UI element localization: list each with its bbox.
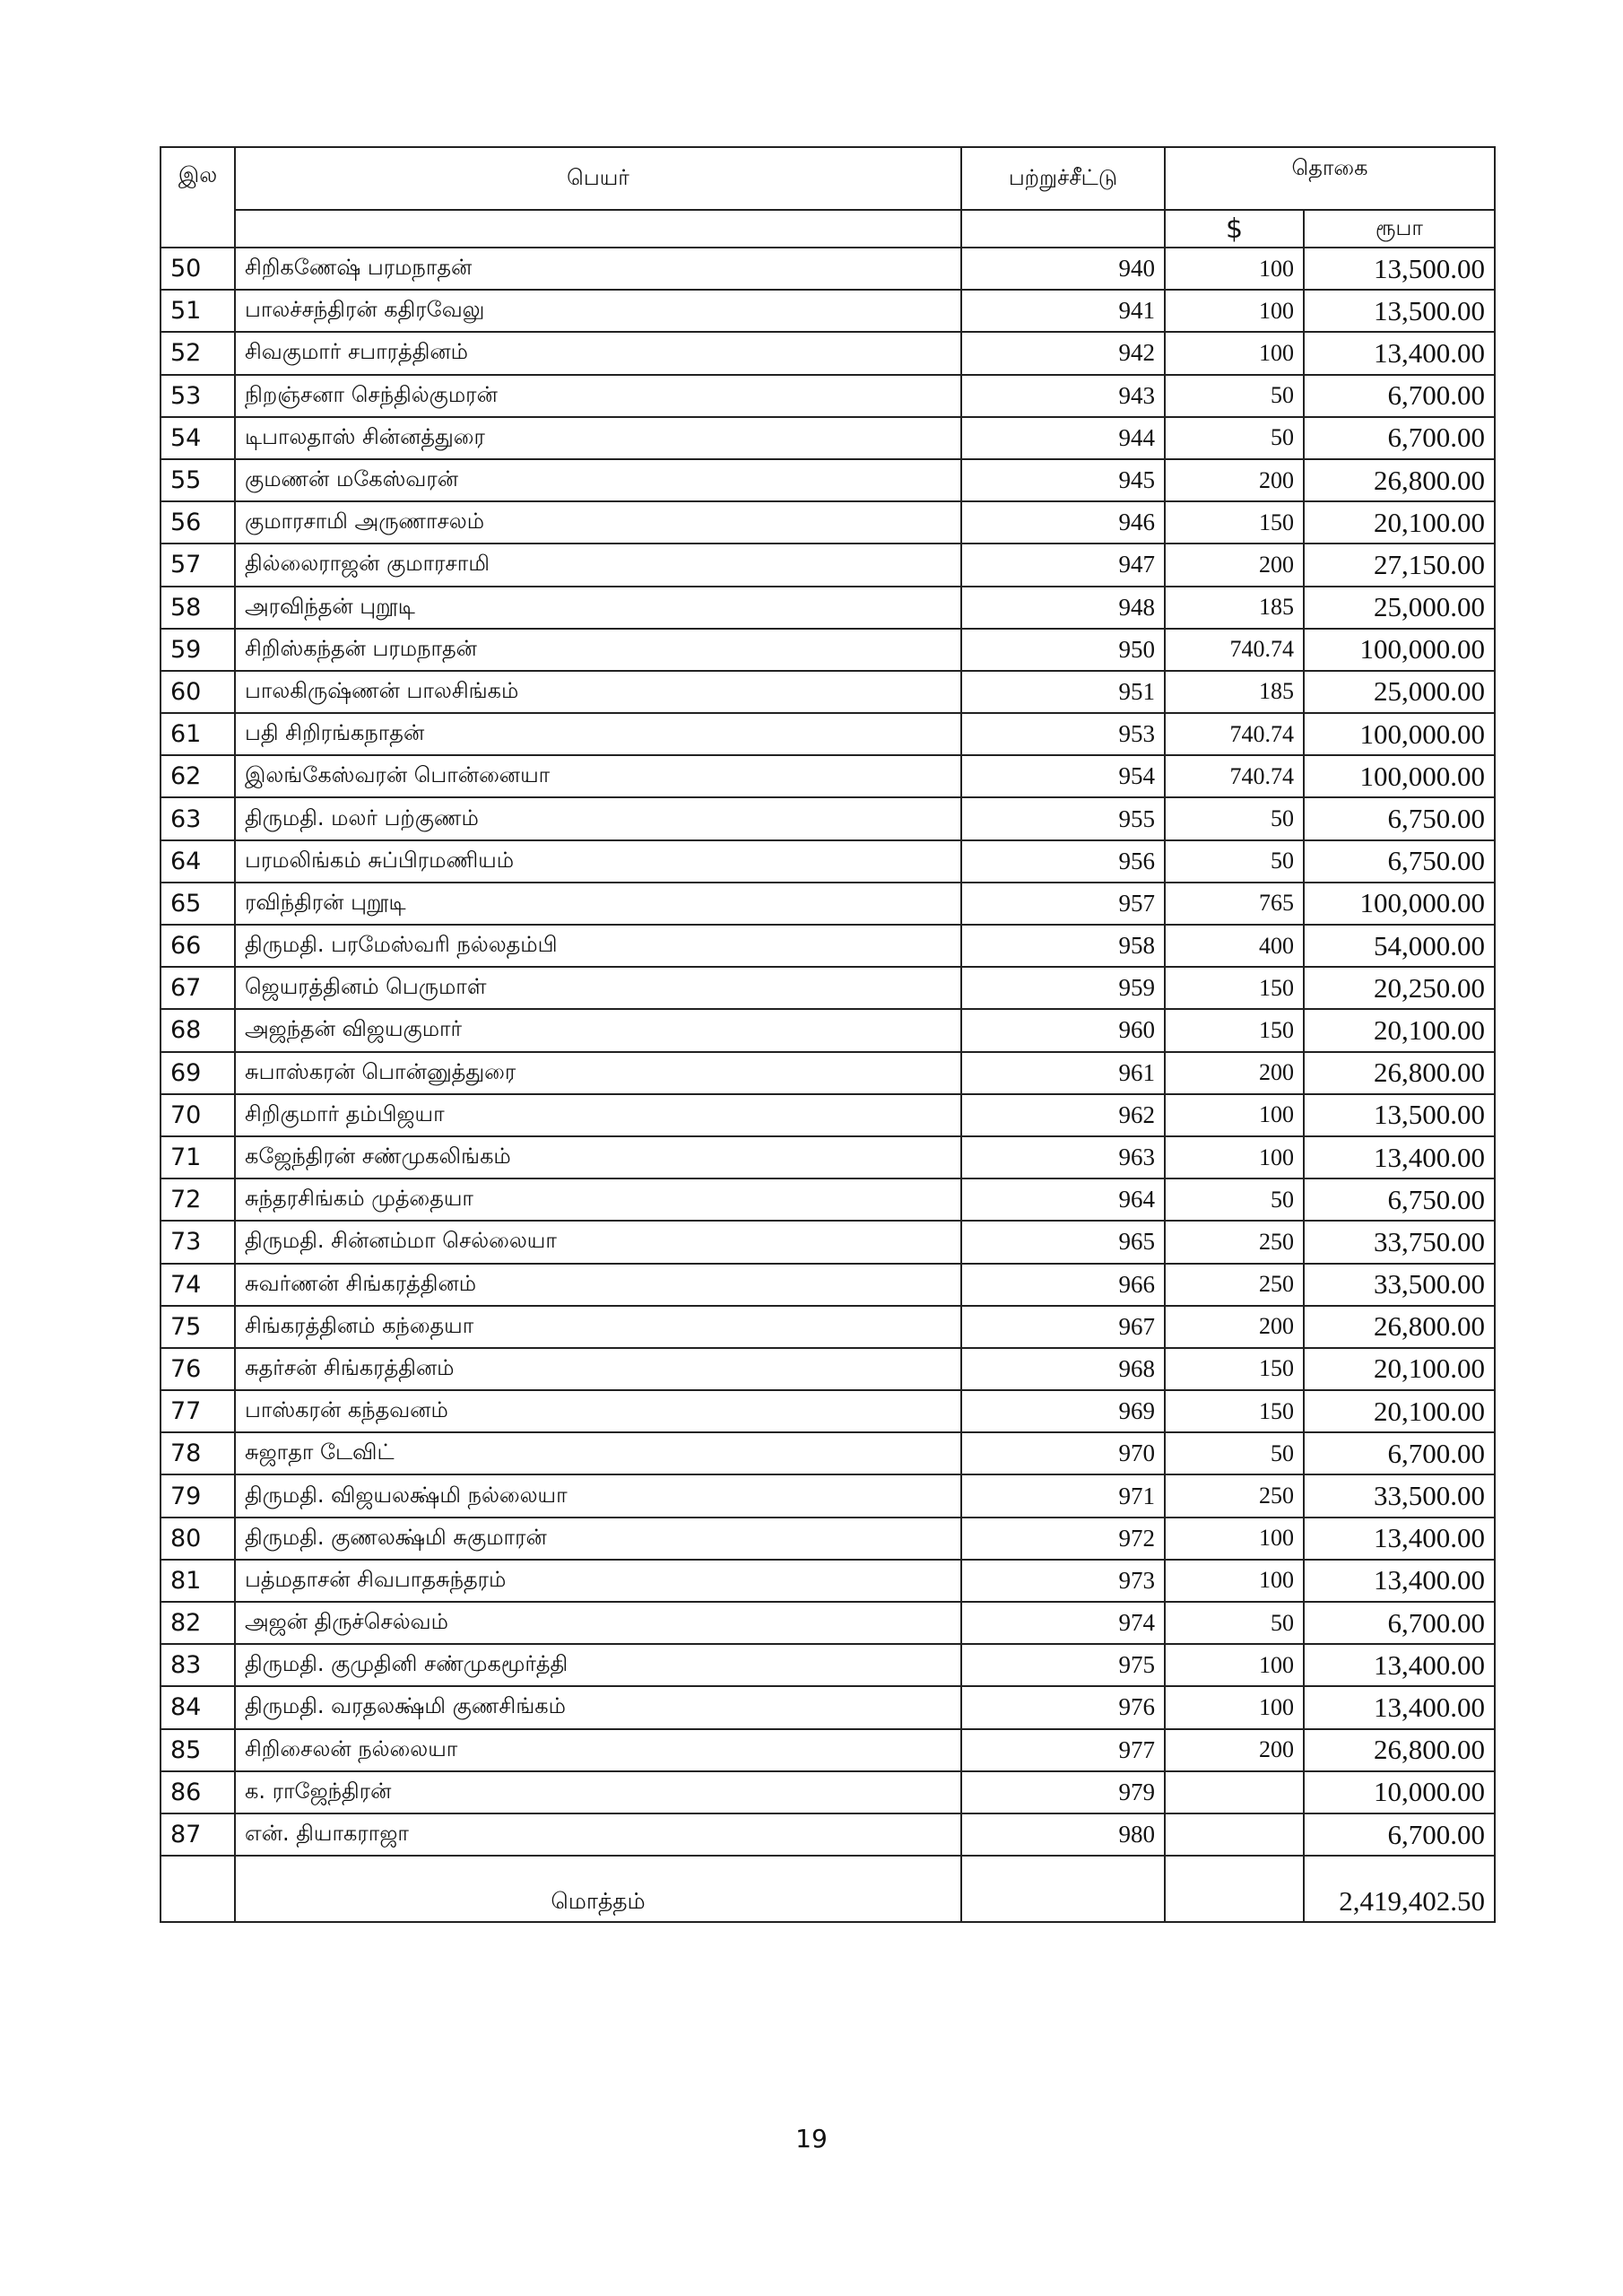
row-number: 68 [161,1009,235,1051]
row-number: 57 [161,544,235,586]
row-number: 60 [161,671,235,713]
payer-name: குமாரசாமி அருணாசலம் [235,501,961,544]
amount-usd: 150 [1165,501,1304,544]
amount-rupees: 6,750.00 [1304,840,1495,883]
amount-usd: 100 [1165,1518,1304,1560]
payments-table [160,146,1496,1923]
amount-rupees: 20,100.00 [1304,1390,1495,1432]
payer-name: சிவகுமார் சபாரத்தினம் [235,332,961,374]
amount-rupees: 25,000.00 [1304,587,1495,629]
payer-name: ஜெயரத்தினம் பெருமாள் [235,967,961,1009]
row-number: 65 [161,883,235,925]
payer-name: ரவிந்திரன் புறூடி [235,883,961,925]
payer-name: குமணன் மகேஸ்வரன் [235,459,961,501]
amount-rupees: 13,400.00 [1304,1518,1495,1560]
amount-usd: 740.74 [1165,755,1304,797]
table-row [161,1178,1495,1221]
table-row [161,1474,1495,1517]
table-row [161,1221,1495,1263]
row-number: 56 [161,501,235,544]
payer-name: சுஜாதா டேவிட் [235,1432,961,1474]
amount-rupees: 20,100.00 [1304,501,1495,544]
header-rupees: ரூபா [1304,210,1495,248]
amount-usd: 250 [1165,1264,1304,1306]
receipt-number: 946 [961,501,1165,544]
table-row [161,1094,1495,1136]
receipt-number: 970 [961,1432,1165,1474]
amount-usd: 100 [1165,290,1304,332]
table-row [161,1052,1495,1094]
table-row [161,1560,1495,1602]
row-number: 70 [161,1094,235,1136]
receipt-number: 969 [961,1390,1165,1432]
payer-name: க. ராஜேந்திரன் [235,1771,961,1813]
table-row [161,840,1495,883]
table-row [161,1009,1495,1051]
row-number: 61 [161,713,235,755]
payer-name: சுதர்சன் சிங்கரத்தினம் [235,1348,961,1390]
receipt-number: 944 [961,417,1165,459]
payer-name: தில்லைராஜன் குமாரசாமி [235,544,961,586]
amount-rupees: 26,800.00 [1304,1052,1495,1094]
amount-usd [1165,1813,1304,1856]
table-row [161,1686,1495,1728]
receipt-number: 976 [961,1686,1165,1728]
amount-rupees: 100,000.00 [1304,713,1495,755]
amount-rupees: 6,700.00 [1304,417,1495,459]
amount-usd: 100 [1165,1686,1304,1728]
total-row [161,1856,1495,1922]
receipt-number: 980 [961,1813,1165,1856]
receipt-number: 953 [961,713,1165,755]
amount-rupees: 100,000.00 [1304,755,1495,797]
payer-name: சுந்தரசிங்கம் முத்தையா [235,1178,961,1221]
table-row [161,248,1495,290]
amount-usd: 100 [1165,1644,1304,1686]
amount-usd: 200 [1165,544,1304,586]
amount-rupees: 33,500.00 [1304,1474,1495,1517]
receipt-number: 977 [961,1729,1165,1771]
table-header-row [161,147,1495,210]
amount-usd: 250 [1165,1474,1304,1517]
table-row [161,1771,1495,1813]
amount-usd: 50 [1165,375,1304,417]
table-row [161,1644,1495,1686]
payer-name: திருமதி. குமுதினி சண்முகமூர்த்தி [235,1644,961,1686]
payer-name: அஜந்தன் விஜயகுமார் [235,1009,961,1051]
amount-usd [1165,1771,1304,1813]
payer-name: திருமதி. குணலக்ஷ்மி சுகுமாரன் [235,1518,961,1560]
receipt-number: 963 [961,1136,1165,1178]
row-number: 51 [161,290,235,332]
table-row [161,290,1495,332]
table-row [161,459,1495,501]
table-row [161,544,1495,586]
row-number: 55 [161,459,235,501]
amount-rupees: 100,000.00 [1304,629,1495,671]
receipt-number: 948 [961,587,1165,629]
amount-rupees: 20,100.00 [1304,1348,1495,1390]
payer-name: அரவிந்தன் புறூடி [235,587,961,629]
receipt-number: 960 [961,1009,1165,1051]
amount-rupees: 6,700.00 [1304,1432,1495,1474]
receipt-number: 961 [961,1052,1165,1094]
amount-usd: 185 [1165,671,1304,713]
header-amount: தொகை [1165,147,1495,210]
row-number: 63 [161,797,235,839]
receipt-number: 959 [961,967,1165,1009]
receipt-number: 971 [961,1474,1165,1517]
subheader-receipt-blank [961,210,1165,248]
total-label: மொத்தம் [235,1856,961,1922]
amount-usd: 740.74 [1165,713,1304,755]
payer-name: கஜேந்திரன் சண்முகலிங்கம் [235,1136,961,1178]
receipt-number: 974 [961,1602,1165,1644]
table-row [161,671,1495,713]
payer-name: சிறிகுமார் தம்பிஜயா [235,1094,961,1136]
payer-name: திருமதி. வரதலக்ஷ்மி குணசிங்கம் [235,1686,961,1728]
table-row [161,967,1495,1009]
amount-usd: 200 [1165,1729,1304,1771]
row-number: 85 [161,1729,235,1771]
payer-name: பாலச்சந்திரன் கதிரவேலு [235,290,961,332]
receipt-number: 954 [961,755,1165,797]
table-row [161,1602,1495,1644]
table-body [161,248,1495,1856]
row-number: 66 [161,925,235,967]
amount-usd: 200 [1165,459,1304,501]
table-subheader-row [161,210,1495,248]
table-row [161,925,1495,967]
amount-rupees: 6,700.00 [1304,1602,1495,1644]
payer-name: பாஸ்கரன் கந்தவனம் [235,1390,961,1432]
amount-rupees: 13,500.00 [1304,248,1495,290]
header-receipt: பற்றுச்சீட்டு [961,147,1165,210]
table-row [161,713,1495,755]
row-number: 50 [161,248,235,290]
payer-name: திருமதி. மலர் பற்குணம் [235,797,961,839]
total-number-blank [161,1856,235,1922]
amount-rupees: 54,000.00 [1304,925,1495,967]
table-row [161,1306,1495,1348]
row-number: 52 [161,332,235,374]
table-row [161,755,1495,797]
receipt-number: 955 [961,797,1165,839]
amount-usd: 50 [1165,840,1304,883]
table-row [161,1136,1495,1178]
receipt-number: 940 [961,248,1165,290]
amount-rupees: 13,400.00 [1304,1560,1495,1602]
page-number: 19 [795,2124,828,2153]
amount-rupees: 26,800.00 [1304,1729,1495,1771]
amount-rupees: 6,700.00 [1304,1813,1495,1856]
amount-rupees: 33,500.00 [1304,1264,1495,1306]
amount-rupees: 100,000.00 [1304,883,1495,925]
amount-rupees: 13,500.00 [1304,1094,1495,1136]
row-number: 83 [161,1644,235,1686]
receipt-number: 942 [961,332,1165,374]
row-number: 72 [161,1178,235,1221]
table-row [161,417,1495,459]
row-number: 82 [161,1602,235,1644]
table-row [161,587,1495,629]
amount-rupees: 25,000.00 [1304,671,1495,713]
payer-name: திருமதி. சின்னம்மா செல்லையா [235,1221,961,1263]
amount-rupees: 27,150.00 [1304,544,1495,586]
amount-usd: 200 [1165,1052,1304,1094]
row-number: 87 [161,1813,235,1856]
row-number: 79 [161,1474,235,1517]
amount-rupees: 26,800.00 [1304,1306,1495,1348]
header-usd: $ [1165,210,1304,248]
amount-usd: 100 [1165,332,1304,374]
amount-usd: 100 [1165,248,1304,290]
payer-name: திருமதி. விஜயலக்ஷ்மி நல்லையா [235,1474,961,1517]
receipt-number: 979 [961,1771,1165,1813]
receipt-number: 968 [961,1348,1165,1390]
amount-usd: 150 [1165,1348,1304,1390]
payer-name: பரமலிங்கம் சுப்பிரமணியம் [235,840,961,883]
amount-usd: 185 [1165,587,1304,629]
row-number: 80 [161,1518,235,1560]
amount-usd: 740.74 [1165,629,1304,671]
amount-usd: 100 [1165,1136,1304,1178]
table-row [161,332,1495,374]
receipt-number: 958 [961,925,1165,967]
amount-rupees: 13,400.00 [1304,1644,1495,1686]
table-row [161,883,1495,925]
amount-rupees: 13,500.00 [1304,290,1495,332]
amount-rupees: 10,000.00 [1304,1771,1495,1813]
payer-name: நிறஞ்சனா செந்தில்குமரன் [235,375,961,417]
payer-name: டிபாலதாஸ் சின்னத்துரை [235,417,961,459]
row-number: 73 [161,1221,235,1263]
row-number: 64 [161,840,235,883]
amount-usd: 50 [1165,797,1304,839]
payer-name: சுவர்ணன் சிங்கரத்தினம் [235,1264,961,1306]
amount-usd: 150 [1165,967,1304,1009]
payer-name: அஜன் திருச்செல்வம் [235,1602,961,1644]
amount-usd: 400 [1165,925,1304,967]
receipt-number: 972 [961,1518,1165,1560]
payer-name: பதி சிறிரங்கநாதன் [235,713,961,755]
receipt-number: 947 [961,544,1165,586]
table-row [161,1432,1495,1474]
receipt-number: 975 [961,1644,1165,1686]
receipt-number: 956 [961,840,1165,883]
amount-rupees: 6,700.00 [1304,375,1495,417]
payer-name: சிறிகணேஷ் பரமநாதன் [235,248,961,290]
payer-name: திருமதி. பரமேஸ்வரி நல்லதம்பி [235,925,961,967]
payer-name: சுபாஸ்கரன் பொன்னுத்துரை [235,1052,961,1094]
amount-usd: 50 [1165,1602,1304,1644]
amount-rupees: 20,250.00 [1304,967,1495,1009]
receipt-number: 962 [961,1094,1165,1136]
header-number: இல [161,147,235,248]
row-number: 84 [161,1686,235,1728]
row-number: 86 [161,1771,235,1813]
table-row [161,629,1495,671]
table-row [161,1813,1495,1856]
total-usd-blank [1165,1856,1304,1922]
amount-rupees: 26,800.00 [1304,459,1495,501]
receipt-number: 973 [961,1560,1165,1602]
payer-name: சிறிஸ்கந்தன் பரமநாதன் [235,629,961,671]
table-row [161,1518,1495,1560]
payer-name: சிறிசைலன் நல்லையா [235,1729,961,1771]
payer-name: சிங்கரத்தினம் கந்தையா [235,1306,961,1348]
table-row [161,501,1495,544]
row-number: 58 [161,587,235,629]
row-number: 67 [161,967,235,1009]
table-row [161,1729,1495,1771]
amount-usd: 200 [1165,1306,1304,1348]
amount-rupees: 13,400.00 [1304,1136,1495,1178]
receipt-number: 967 [961,1306,1165,1348]
table-row [161,797,1495,839]
receipt-number: 950 [961,629,1165,671]
amount-usd: 50 [1165,417,1304,459]
payer-name: பாலகிருஷ்ணன் பாலசிங்கம் [235,671,961,713]
amount-rupees: 20,100.00 [1304,1009,1495,1051]
amount-usd: 100 [1165,1560,1304,1602]
receipt-number: 964 [961,1178,1165,1221]
row-number: 53 [161,375,235,417]
receipt-number: 966 [961,1264,1165,1306]
amount-rupees: 13,400.00 [1304,332,1495,374]
total-receipt-blank [961,1856,1165,1922]
table-row [161,1390,1495,1432]
payer-name: என். தியாகராஜா [235,1813,961,1856]
receipt-number: 957 [961,883,1165,925]
receipt-number: 965 [961,1221,1165,1263]
payer-name: இலங்கேஸ்வரன் பொன்னையா [235,755,961,797]
row-number: 59 [161,629,235,671]
row-number: 69 [161,1052,235,1094]
amount-usd: 765 [1165,883,1304,925]
receipt-number: 941 [961,290,1165,332]
amount-rupees: 13,400.00 [1304,1686,1495,1728]
amount-usd: 250 [1165,1221,1304,1263]
row-number: 77 [161,1390,235,1432]
amount-rupees: 6,750.00 [1304,1178,1495,1221]
row-number: 81 [161,1560,235,1602]
receipt-number: 943 [961,375,1165,417]
amount-usd: 100 [1165,1094,1304,1136]
row-number: 78 [161,1432,235,1474]
receipt-number: 945 [961,459,1165,501]
subheader-name-blank [235,210,961,248]
amount-usd: 150 [1165,1390,1304,1432]
row-number: 74 [161,1264,235,1306]
row-number: 75 [161,1306,235,1348]
table-row [161,1264,1495,1306]
amount-usd: 50 [1165,1178,1304,1221]
table-row [161,1348,1495,1390]
table-row [161,375,1495,417]
amount-rupees: 33,750.00 [1304,1221,1495,1263]
header-name: பெயர் [235,147,961,210]
row-number: 54 [161,417,235,459]
payer-name: பத்மதாசன் சிவபாதசுந்தரம் [235,1560,961,1602]
amount-usd: 150 [1165,1009,1304,1051]
row-number: 71 [161,1136,235,1178]
receipt-number: 951 [961,671,1165,713]
amount-usd: 50 [1165,1432,1304,1474]
row-number: 62 [161,755,235,797]
total-value: 2,419,402.50 [1304,1856,1495,1922]
row-number: 76 [161,1348,235,1390]
amount-rupees: 6,750.00 [1304,797,1495,839]
